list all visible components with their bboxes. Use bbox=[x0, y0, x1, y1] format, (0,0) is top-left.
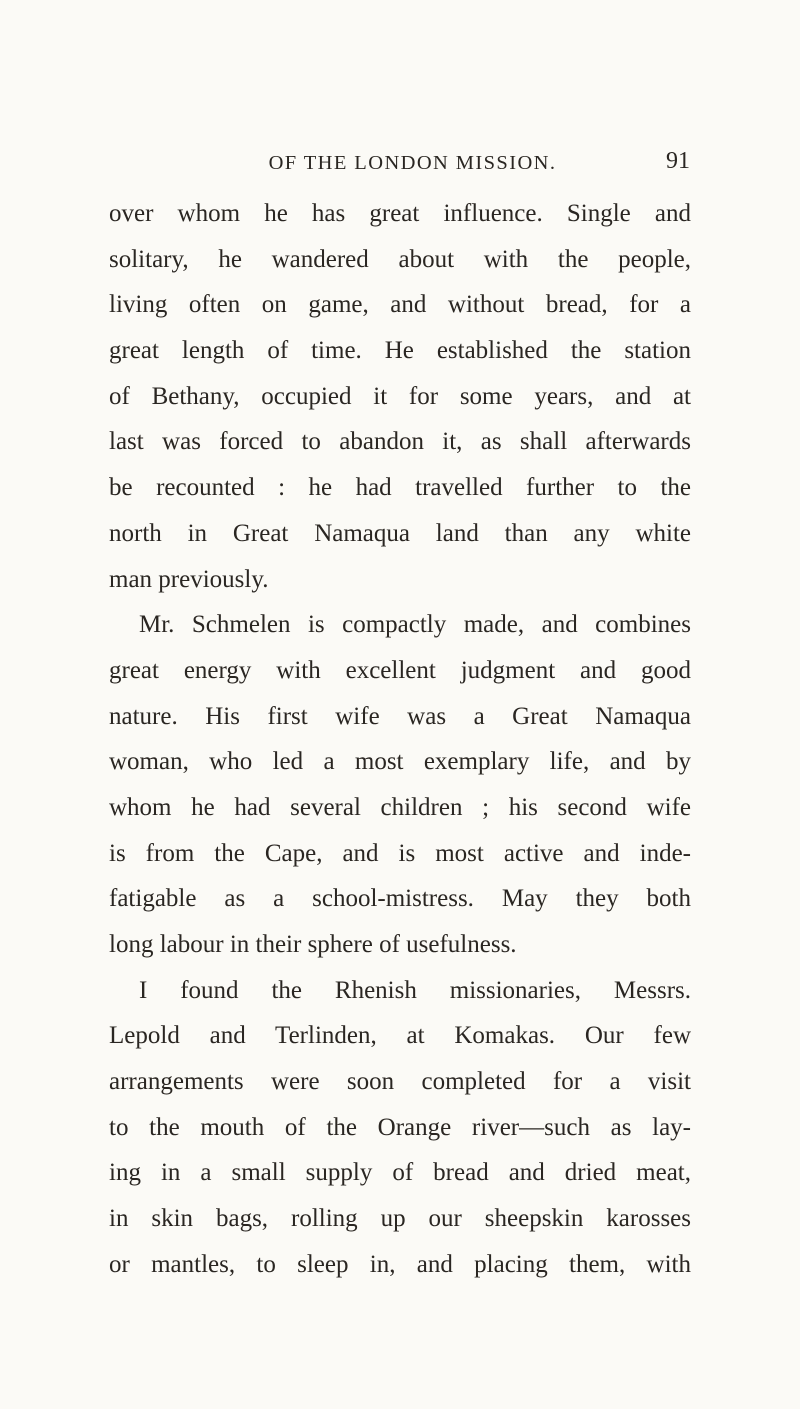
text-line: of Bethany, occupied it for some years, and at bbox=[109, 382, 691, 410]
text-line: Lepold and Terlinden, at Komakas. Our few bbox=[109, 1022, 691, 1050]
text-line: is from the Cape, and is most active and inde- bbox=[109, 839, 691, 867]
text-line: living often on game, and without bread, for a bbox=[109, 291, 691, 319]
text-line: fatigable as a school-mistress. May they both bbox=[109, 885, 691, 913]
text-line: solitary, he wandered about with the people, bbox=[109, 245, 691, 273]
text-line: whom he had several children ; his second wife bbox=[109, 793, 691, 821]
body-text bbox=[109, 191, 691, 1288]
text-line: over whom he has great influence. Single and bbox=[109, 200, 691, 227]
text-line: last was forced to abandon it, as shall afterwards bbox=[109, 428, 691, 456]
text-line: woman, who led a most exemplary life, and by bbox=[109, 748, 691, 776]
text-line: long labour in their sphere of usefulness. bbox=[109, 931, 517, 958]
text-line: man previously. bbox=[109, 565, 269, 593]
text-line: ing in a small supply of bread and dried meat, bbox=[109, 1159, 691, 1187]
text-line: nature. His first wife was a Great Namaqua bbox=[109, 702, 691, 730]
paragraph-start-line: Mr. Schmelen is compactly made, and combines bbox=[139, 611, 691, 639]
text-line: arrangements were soon completed for a visit bbox=[109, 1068, 691, 1096]
text-line: north in Great Namaqua land than any white bbox=[109, 519, 691, 547]
page-number: 91 bbox=[666, 148, 690, 174]
text-line: great energy with excellent judgment and good bbox=[109, 656, 691, 684]
text-line: to the mouth of the Orange river—such as lay- bbox=[109, 1113, 691, 1141]
text-line: in skin bags, rolling up our sheepskin karosses bbox=[109, 1205, 691, 1233]
text-line: be recounted : he had travelled further to the bbox=[109, 474, 691, 502]
text-line: or mantles, to sleep in, and placing them, with bbox=[109, 1250, 691, 1278]
running-head: OF THE LONDON MISSION. bbox=[268, 152, 557, 174]
text-line: great length of time. He established the station bbox=[109, 337, 691, 365]
paragraph-start-line: I found the Rhenish missionaries, Messrs. bbox=[139, 976, 691, 1004]
